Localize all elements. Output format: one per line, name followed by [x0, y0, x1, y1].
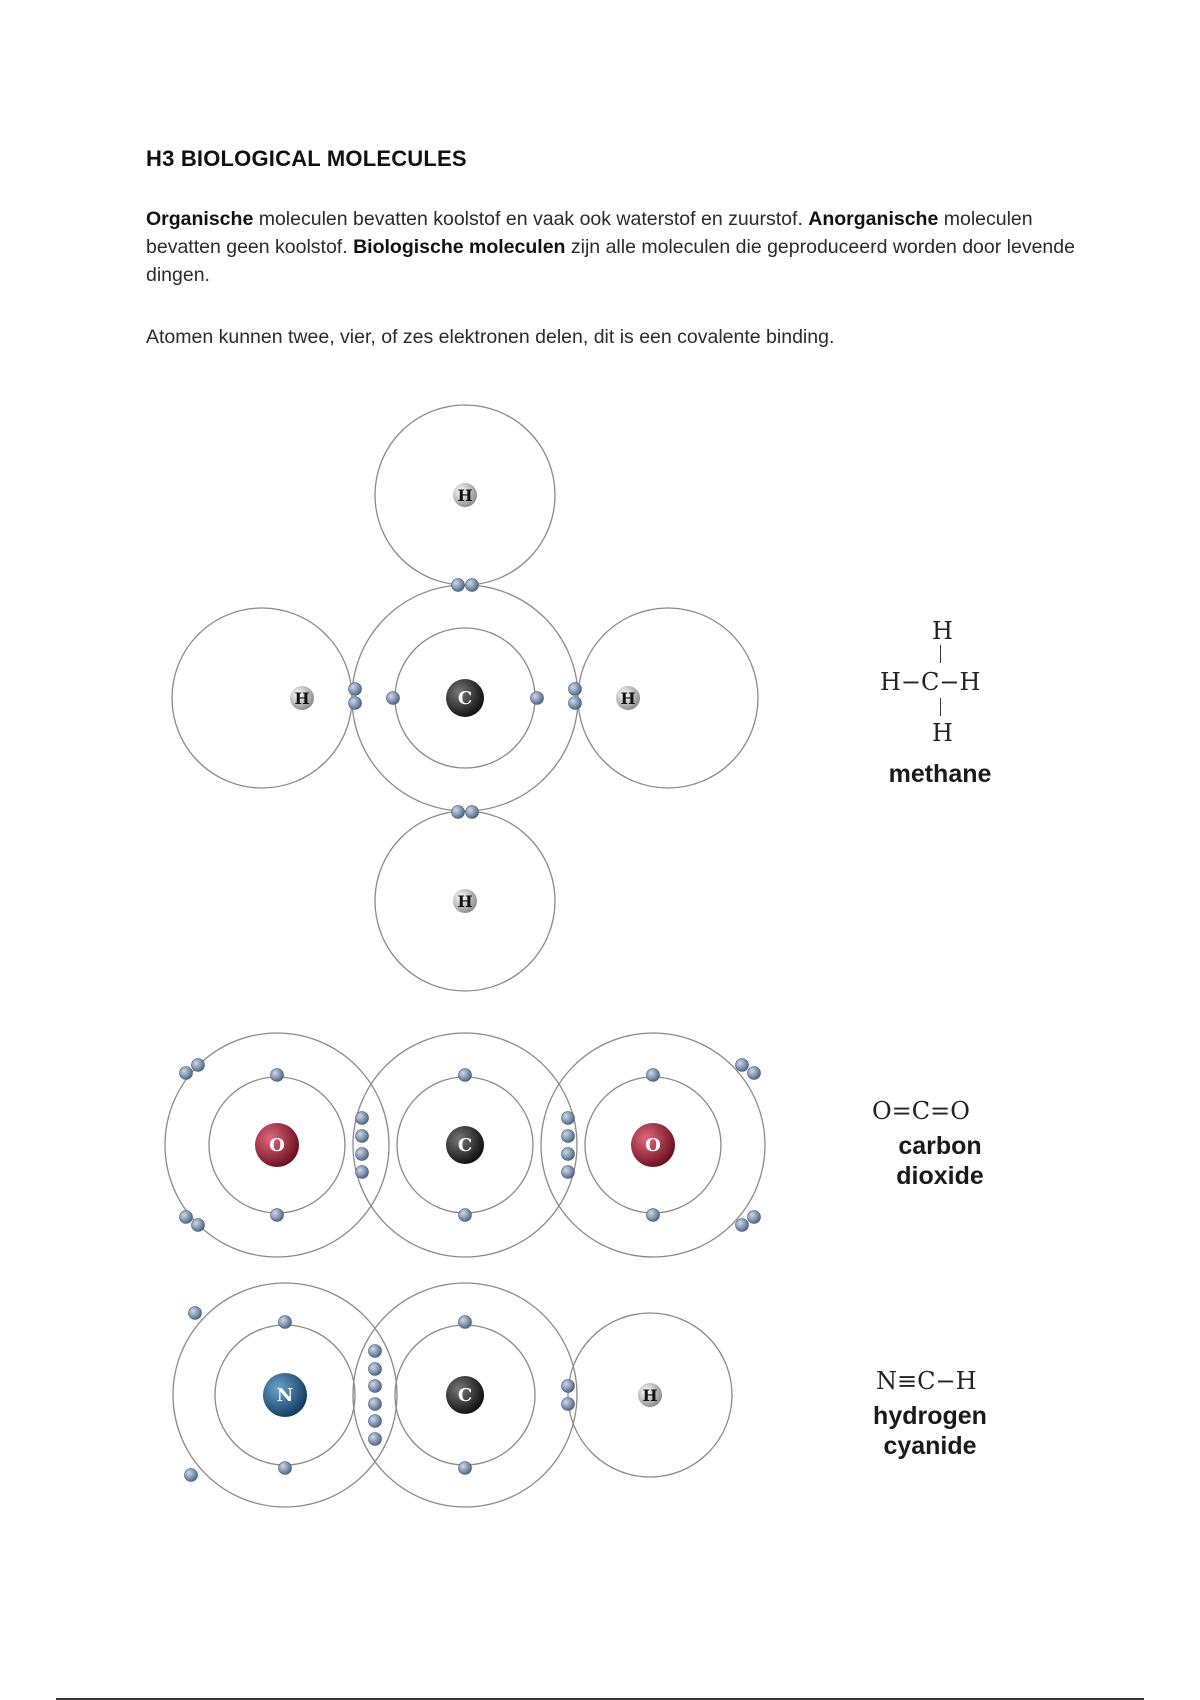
electron	[466, 806, 479, 819]
electron	[180, 1067, 193, 1080]
electron-shells	[165, 405, 765, 1507]
electron	[569, 683, 582, 696]
organic-term: Organische	[146, 208, 254, 230]
electron	[192, 1059, 205, 1072]
electron	[459, 1209, 472, 1222]
methane-bond-top	[940, 645, 941, 663]
electron	[369, 1345, 382, 1358]
electron	[748, 1211, 761, 1224]
electron	[192, 1219, 205, 1232]
electron	[647, 1209, 660, 1222]
methane-hydrogen-left-shell	[172, 608, 352, 788]
methane-hydrogen-right-symbol: H	[620, 689, 636, 708]
intro-paragraph	[146, 205, 1076, 289]
nuclei	[255, 483, 675, 1417]
electron	[349, 683, 362, 696]
electron	[387, 692, 400, 705]
electron	[369, 1398, 382, 1411]
electron	[185, 1469, 198, 1482]
co2-oxygen-right-symbol: O	[645, 1135, 661, 1156]
electron	[562, 1112, 575, 1125]
page-title: H3 BIOLOGICAL MOLECULES	[146, 146, 467, 171]
electron	[452, 806, 465, 819]
methane-hydrogen-right-shell	[578, 608, 758, 788]
methane-formula-middle: H−C−H	[880, 668, 981, 696]
electron	[369, 1380, 382, 1393]
electron	[647, 1069, 660, 1082]
intro-text-1: moleculen bevatten koolstof en vaak ook waterstof en zuurstof.	[253, 208, 809, 230]
carbon-dioxide-formula: O=C=O	[872, 1097, 970, 1125]
electron	[356, 1112, 369, 1125]
electron	[459, 1462, 472, 1475]
methane-hydrogen-top-symbol: H	[457, 486, 473, 505]
methane-carbon-symbol: C	[457, 688, 473, 709]
electron	[369, 1433, 382, 1446]
electron	[562, 1166, 575, 1179]
methane-hydrogen-bottom-symbol: H	[457, 892, 473, 911]
electron	[569, 697, 582, 710]
electron	[271, 1069, 284, 1082]
electron	[562, 1380, 575, 1393]
electron	[356, 1130, 369, 1143]
methane-hydrogen-left-symbol: H	[294, 689, 310, 708]
intro-text-2: moleculen bevatten geen koolstof.	[146, 208, 1033, 258]
electron	[356, 1166, 369, 1179]
methane-label: methane	[888, 760, 992, 788]
electron	[736, 1219, 749, 1232]
methane-formula-bottom: H	[932, 719, 953, 747]
electron	[356, 1148, 369, 1161]
electron	[466, 579, 479, 592]
hcn-carbon-symbol: C	[457, 1385, 473, 1406]
biological-term: Biologische moleculen	[353, 236, 566, 258]
carbon-dioxide-label	[860, 1131, 1020, 1191]
hcn-hydrogen-symbol: H	[642, 1386, 658, 1405]
electron	[452, 579, 465, 592]
methane-formula-top: H	[932, 617, 953, 645]
electron	[369, 1415, 382, 1428]
electron	[279, 1462, 292, 1475]
intro-text-3: zijn alle moleculen die geproduceerd worden door levende dingen.	[146, 236, 1075, 286]
electron	[748, 1067, 761, 1080]
electron	[189, 1307, 202, 1320]
inorganic-term: Anorganische	[808, 208, 939, 230]
electron	[562, 1148, 575, 1161]
electron	[180, 1211, 193, 1224]
hydrogen-cyanide-label-line1: hydrogen	[873, 1402, 987, 1430]
electron	[349, 697, 362, 710]
electron	[562, 1398, 575, 1411]
electron	[531, 692, 544, 705]
electron	[736, 1059, 749, 1072]
covalent-paragraph: Atomen kunnen twee, vier, of zes elektronen delen, dit is een covalente binding.	[146, 326, 835, 348]
electron	[271, 1209, 284, 1222]
co2-carbon-symbol: C	[457, 1135, 473, 1156]
hcn-nitrogen-symbol: N	[276, 1385, 294, 1406]
methane-bond-bottom	[940, 698, 941, 716]
carbon-dioxide-label-line1: carbon	[898, 1132, 982, 1160]
electron	[459, 1069, 472, 1082]
hydrogen-cyanide-formula: N≡C−H	[876, 1367, 977, 1395]
electron	[369, 1363, 382, 1376]
hydrogen-cyanide-label	[850, 1401, 1010, 1461]
carbon-dioxide-label-line2: dioxide	[896, 1162, 984, 1190]
electron	[279, 1316, 292, 1329]
molecule-figure	[150, 385, 1050, 1545]
hydrogen-cyanide-label-line2: cyanide	[883, 1432, 977, 1460]
co2-oxygen-left-symbol: O	[269, 1135, 285, 1156]
electron	[459, 1316, 472, 1329]
electron	[562, 1130, 575, 1143]
